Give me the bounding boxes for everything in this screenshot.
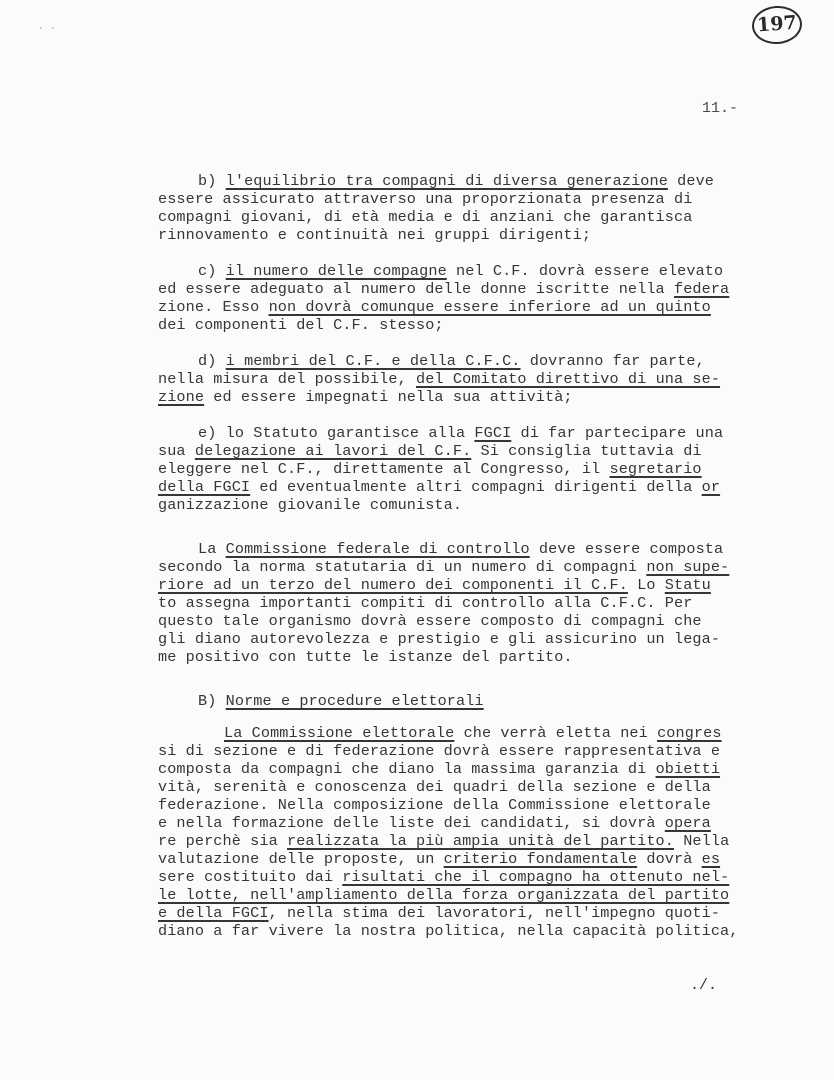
underlined-text: delegazione ai lavori del C.F. — [194, 442, 472, 460]
text-fragment: dei componenti del C.F. stesso; — [158, 316, 444, 334]
text-line — [158, 778, 711, 796]
text-line — [158, 576, 711, 594]
text-fragment: federazione. Nella composizione della Commissione elettorale — [158, 796, 711, 814]
text-fragment: diano a far vivere la nostra politica, nella capacità politica, — [158, 922, 739, 940]
scan-specks: · · — [38, 24, 57, 35]
text-line — [158, 612, 702, 630]
underlined-text: realizzata la più ampia unità del partito. — [287, 832, 674, 850]
underlined-text: le lotte, nell'ampliamento della forza organizzata del partito — [158, 886, 730, 904]
text-fragment: b) — [198, 172, 226, 190]
text-fragment: , nella stima dei lavoratori, nell'impegno quoti- — [268, 904, 721, 922]
text-line — [198, 540, 723, 558]
text-line — [158, 594, 692, 612]
text-line — [158, 886, 729, 904]
text-fragment: zione. Esso — [158, 298, 269, 316]
page-number: 11.- — [702, 100, 739, 117]
archive-stamp: 197 — [751, 4, 804, 45]
text-fragment: c) — [198, 262, 226, 280]
text-line — [158, 630, 720, 648]
text-line — [158, 370, 720, 388]
text-fragment: essere assicurato attraverso una proporzionata presenza di — [158, 190, 693, 208]
continuation-mark: ./. — [690, 977, 718, 994]
text-fragment: che verrà eletta nei — [454, 724, 658, 742]
text-fragment: d) — [198, 352, 226, 370]
text-fragment: rinnovamento e continuità nei gruppi dirigenti; — [158, 226, 592, 244]
underlined-text: obietti — [655, 760, 721, 778]
text-fragment: ganizzazione giovanile comunista. — [158, 496, 463, 514]
underlined-text: risultati che il compagno ha ottenuto nel- — [342, 868, 730, 886]
text-line — [158, 208, 692, 226]
underlined-text: or — [701, 478, 721, 496]
text-line — [158, 796, 711, 814]
underlined-text: FGCI — [474, 424, 512, 442]
underlined-text: opera — [664, 814, 711, 832]
text-line — [158, 298, 711, 316]
text-fragment: e nella formazione delle liste dei candidati, si dovrà — [158, 814, 665, 832]
text-line — [158, 814, 711, 832]
text-line — [198, 424, 723, 442]
underlined-text: i membri del C.F. e della C.F.C. — [225, 352, 521, 370]
underlined-text: non dovrà comunque essere inferiore ad un quinto — [268, 298, 711, 316]
text-fragment: sere costituito dai — [158, 868, 343, 886]
underlined-text: Norme e procedure elettorali — [225, 692, 484, 710]
text-fragment: deve — [667, 172, 715, 190]
text-line — [158, 904, 720, 922]
text-fragment: Nella — [674, 832, 730, 850]
underlined-text: riore ad un terzo del numero dei componenti il C.F. — [158, 576, 628, 594]
text-fragment: to assegna importanti compiti di controllo alla C.F.C. Per — [158, 594, 693, 612]
text-fragment: B) — [198, 692, 226, 710]
text-line — [158, 558, 729, 576]
text-line — [158, 868, 729, 886]
text-fragment: ed essere adeguato al numero delle donne iscritte nella — [158, 280, 674, 298]
text-fragment: vità, serenità e conoscenza dei quadri della sezione e della — [158, 778, 711, 796]
text-fragment: si di sezione e di federazione dovrà essere rappresentativa e — [158, 742, 721, 760]
text-fragment: gli diano autorevolezza e prestigio e gli assicurino un lega- — [158, 630, 721, 648]
underlined-text: La Commissione elettorale — [224, 724, 455, 742]
text-fragment: eleggere nel C.F., direttamente al Congresso, il — [158, 460, 610, 478]
text-line — [158, 280, 729, 298]
text-line — [158, 648, 573, 666]
section-heading — [198, 692, 484, 710]
underlined-text: e della FGCI — [158, 904, 269, 922]
underlined-text: del Comitato direttivo di una se- — [416, 370, 721, 388]
text-fragment: di far partecipare una — [511, 424, 724, 442]
text-fragment: e) lo Statuto garantisce alla — [198, 424, 475, 442]
text-line — [224, 724, 722, 742]
underlined-text: il numero delle compagne — [225, 262, 447, 280]
underlined-text: segretario — [609, 460, 702, 478]
underlined-text: della FGCI — [158, 478, 251, 496]
text-fragment: dovranno far parte, — [520, 352, 705, 370]
text-line — [158, 460, 702, 478]
text-fragment: nel C.F. dovrà essere elevato — [446, 262, 724, 280]
text-fragment: Si consiglia tuttavia di — [471, 442, 702, 460]
text-fragment: deve essere composta — [529, 540, 724, 558]
text-line — [198, 262, 723, 280]
text-line — [158, 760, 720, 778]
text-line — [158, 832, 729, 850]
text-line — [158, 850, 720, 868]
text-fragment: composta da compagni che diano la massima garanzia di — [158, 760, 656, 778]
text-line — [158, 190, 692, 208]
text-line — [158, 316, 444, 334]
text-fragment: nella misura del possibile, — [158, 370, 416, 388]
text-fragment: questo tale organismo dovrà essere composto di compagni che — [158, 612, 702, 630]
underlined-text: federa — [673, 280, 730, 298]
underlined-text: non supe- — [646, 558, 730, 576]
text-line — [198, 172, 714, 190]
underlined-text: congres — [657, 724, 722, 742]
underlined-text: Commissione federale di controllo — [225, 540, 530, 558]
text-line — [198, 352, 705, 370]
text-fragment: Lo — [627, 576, 665, 594]
underlined-text: zione — [158, 388, 205, 406]
text-line — [158, 742, 720, 760]
text-line — [158, 388, 573, 406]
text-fragment: sua — [158, 442, 195, 460]
underlined-text: es — [701, 850, 721, 868]
underlined-text: l'equilibrio tra compagni di diversa generazione — [225, 172, 668, 190]
text-fragment: secondo la norma statutaria di un numero di compagni — [158, 558, 647, 576]
text-fragment: dovrà — [637, 850, 702, 868]
text-fragment: ed essere impegnati nella sua attività; — [204, 388, 573, 406]
text-fragment: ed eventualmente altri compagni dirigenti della — [250, 478, 702, 496]
text-line — [158, 226, 591, 244]
text-fragment: La — [198, 540, 226, 558]
underlined-text: Statu — [664, 576, 711, 594]
text-line — [158, 922, 738, 940]
text-fragment: re perchè sia — [158, 832, 287, 850]
underlined-text: criterio fondamentale — [443, 850, 638, 868]
text-fragment: me positivo con tutte le istanze del partito. — [158, 648, 573, 666]
text-fragment: valutazione delle proposte, un — [158, 850, 444, 868]
text-fragment: compagni giovani, di età media e di anziani che garantisca — [158, 208, 693, 226]
text-line — [158, 496, 462, 514]
text-line — [158, 442, 702, 460]
text-line — [158, 478, 720, 496]
